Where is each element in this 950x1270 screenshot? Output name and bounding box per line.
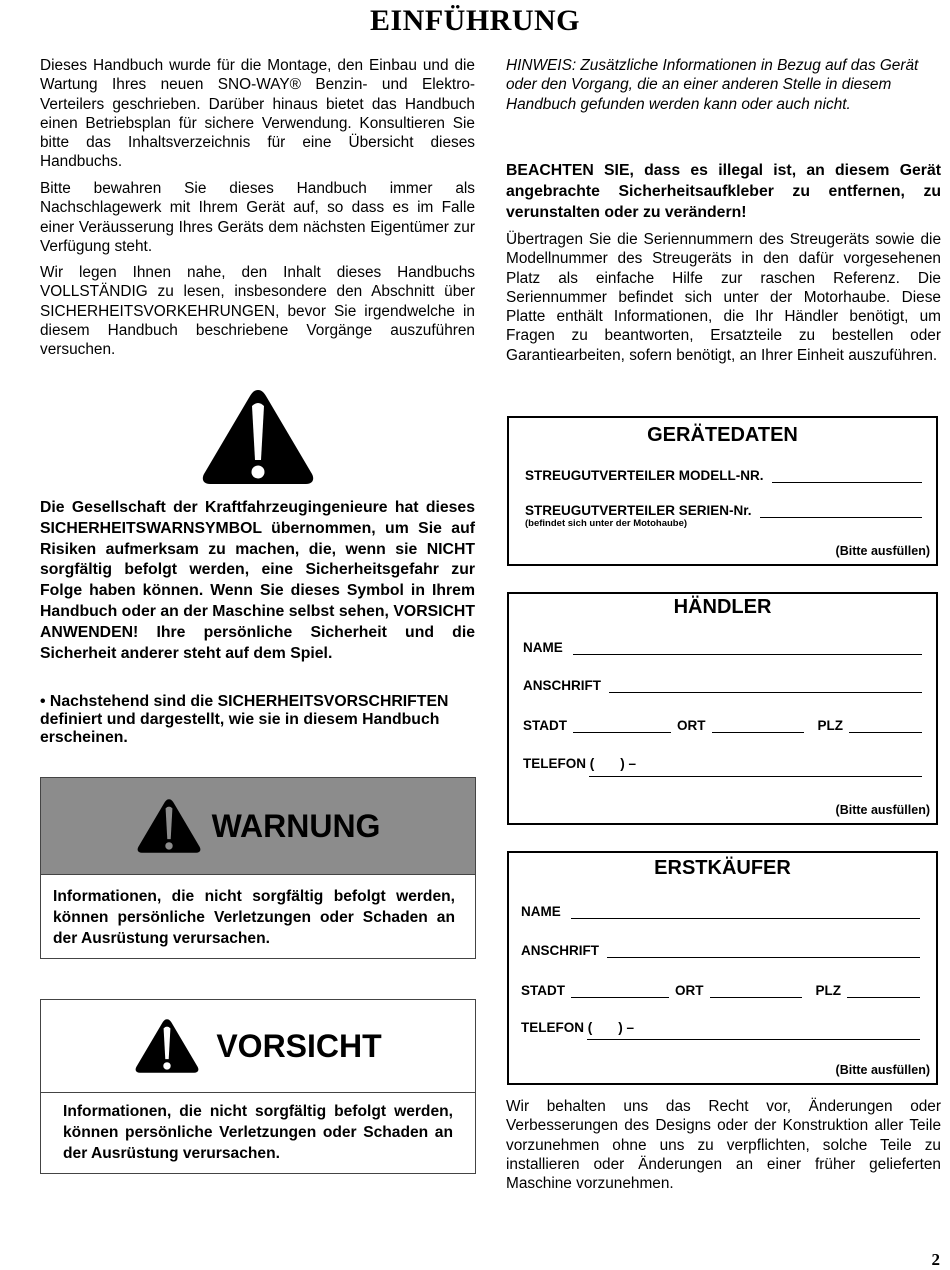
- dealer-name-label: NAME: [523, 640, 563, 655]
- device-data-title: GERÄTEDATEN: [647, 424, 798, 446]
- dealer-form: [507, 592, 938, 825]
- serial-number-field[interactable]: [760, 503, 922, 518]
- safety-symbol-paragraph: Die Gesellschaft der Kraftfahrzeugingenieure hat dieses SICHERHEITSWARNSYMBOL übernommen, um Sie auf Risiken aufmerksam zu machen, die, wenn sie NICHT sorgfältig befolgt werden, eine Sicherheitsgefahr zur Folge haben können. Wenn Sie dieses Symbol in Ihrem Handbuch oder an der Maschine selbst sehen, VORSICHT ANWENDEN! Ihre persönliche Sicherheit und die Sicherheit anderer steht auf dem Spiel.: [40, 499, 475, 662]
- dealer-address-label: ANSCHRIFT: [523, 678, 601, 693]
- dealer-place-field[interactable]: [712, 718, 804, 733]
- caution-header: [41, 1000, 475, 1092]
- warning-word: WARNUNG: [211, 807, 381, 844]
- caution-box: [40, 999, 476, 1174]
- disclaimer-paragraph: Wir behalten uns das Recht vor, Änderungen oder Verbesserungen des Designs oder der Konstruktion aller Teile vorzunehmen ohne uns zu verpflichten, solche Teile zu installieren oder Änderungen an einer früher gelieferten Maschine vorzunehmen.: [506, 1098, 941, 1193]
- buyer-name-field[interactable]: [571, 904, 920, 919]
- buyer-name-label: NAME: [521, 904, 561, 919]
- dealer-city-label: STADT: [523, 718, 567, 733]
- warning-header: [41, 778, 475, 874]
- device-data-form: [507, 416, 938, 566]
- fill-in-note: (Bitte ausfüllen): [835, 803, 930, 817]
- first-buyer-form: [507, 851, 938, 1085]
- first-buyer-title: ERSTKÄUFER: [654, 857, 791, 879]
- dealer-phone-close: ) –: [620, 756, 637, 771]
- buyer-address-field[interactable]: [607, 943, 920, 958]
- buyer-city-label: STADT: [521, 983, 565, 998]
- dealer-phone-field[interactable]: [589, 762, 922, 777]
- buyer-zip-label: PLZ: [815, 983, 841, 998]
- fill-in-note: (Bitte ausfüllen): [835, 1063, 930, 1077]
- buyer-place-field[interactable]: [710, 983, 802, 998]
- buyer-place-label: ORT: [675, 983, 704, 998]
- note-paragraph: HINWEIS: Zusätzliche Informationen in Bezug auf das Gerät oder den Vorgang, die an einer anderen Stelle in diesem Handbuch gefunden werden kann oder auch nicht.: [506, 57, 919, 113]
- buyer-zip-field[interactable]: [847, 983, 920, 998]
- warning-triangle-icon: [134, 1018, 200, 1074]
- model-number-label: STREUGUTVERTEILER MODELL-NR.: [525, 468, 764, 483]
- dealer-city-field[interactable]: [573, 718, 671, 733]
- intro-paragraph: Dieses Handbuch wurde für die Montage, den Einbau und die Wartung Ihres neuen SNO-WAY® Benzin- und Elektro-Verteilers geschrieben. Darüber hinaus bietet das Handbuch einen Betriebsplan für sichere Verwendung. Konsultieren Sie bitte das Inhaltsverzeichnis für eine Übersicht dieses Handbuchs.: [40, 57, 475, 171]
- dealer-place-label: ORT: [677, 718, 706, 733]
- caution-text: Informationen, die nicht sorgfältig befolgt werden, können persönliche Verletzungen oder Schaden an der Ausrüstung verursachen.: [63, 1103, 453, 1162]
- serial-number-label: STREUGUTVERTEILER SERIEN-Nr.: [525, 503, 752, 518]
- buyer-phone-field[interactable]: [587, 1025, 920, 1040]
- warning-text: Informationen, die nicht sorgfältig befolgt werden, können persönliche Verletzungen oder Schaden an der Ausrüstung verursachen.: [53, 888, 455, 947]
- dealer-zip-field[interactable]: [849, 718, 922, 733]
- buyer-city-field[interactable]: [571, 983, 669, 998]
- serial-number-paragraph: Übertragen Sie die Seriennummern des Streugeräts sowie die Modellnummer des Streugeräts in den dafür vorgesehenen Platz als einfache Hilfe zur raschen Referenz. Die Seriennummer befindet sich unter der Motorhaube. Diese Platte enthält Informationen, die Ihr Händler benötigt, um Fragen zu beantworten, Ersatzteile zu bestellen oder Garantiearbeiten, sofern benötigt, an Ihrer Einheit auszuführen.: [506, 231, 941, 364]
- dealer-phone-label: TELEFON (: [523, 756, 595, 771]
- model-number-field[interactable]: [772, 468, 923, 483]
- dealer-address-field[interactable]: [609, 678, 922, 693]
- read-manual-paragraph: Wir legen Ihnen nahe, den Inhalt dieses Handbuchs VOLLSTÄNDIG zu lesen, insbesondere den Abschnitt über SICHERHEITSVORKEHRUNGEN, bevor Sie irgendwelche in diesem Handbuch beschriebene Vorgänge auszuführen versuchen.: [40, 264, 475, 359]
- keep-manual-paragraph: Bitte bewahren Sie dieses Handbuch immer als Nachschlagewerk mit Ihrem Gerät auf, so dass es im Falle einer Veräusserung Ihres Geräts dem nächsten Eigentümer zur Verfügung steht.: [40, 180, 475, 255]
- warning-triangle-icon: [136, 798, 202, 854]
- serial-number-note: (befindet sich unter der Motohaube): [525, 518, 688, 529]
- warning-triangle-icon: [200, 388, 316, 486]
- page-number: 2: [931, 1250, 940, 1269]
- buyer-address-label: ANSCHRIFT: [521, 943, 599, 958]
- page-title: EINFÜHRUNG: [369, 4, 580, 37]
- caution-word: VORSICHT: [216, 1027, 382, 1064]
- buyer-phone-close: ) –: [618, 1020, 635, 1035]
- fill-in-note: (Bitte ausfüllen): [835, 544, 930, 558]
- sticker-warning-paragraph: BEACHTEN SIE, dass es illegal ist, an diesem Gerät angebrachte Sicherheitsaufkleber zu entfernen, zu verunstalten oder zu verändern!: [506, 162, 941, 221]
- safety-rules-bullet: • Nachstehend sind die SICHERHEITSVORSCHRIFTEN definiert und dargestellt, wie sie in diesem Handbuch erscheinen.: [40, 693, 449, 746]
- dealer-zip-label: PLZ: [817, 718, 843, 733]
- warning-box: [40, 777, 476, 959]
- buyer-phone-label: TELEFON (: [521, 1020, 593, 1035]
- dealer-title: HÄNDLER: [673, 596, 772, 618]
- dealer-name-field[interactable]: [573, 640, 922, 655]
